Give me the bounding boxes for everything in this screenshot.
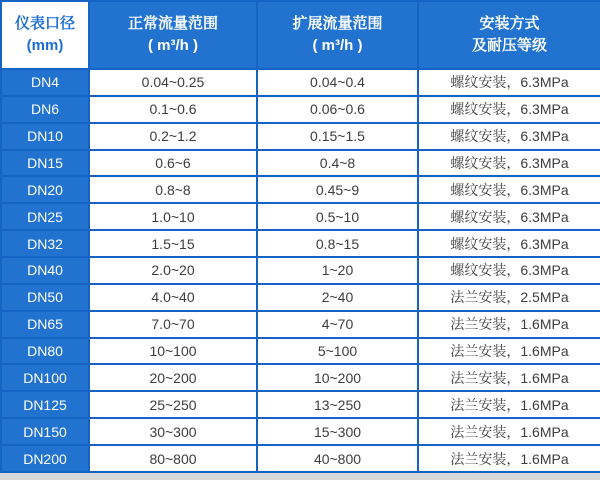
- cell-extended-range: 0.4~8: [257, 150, 418, 177]
- header-installation-line1: 安装方式: [479, 15, 540, 32]
- cell-installation: 螺纹安装，6.3MPa: [418, 96, 600, 123]
- cell-installation: 法兰安装，1.6MPa: [418, 311, 600, 338]
- cell-normal-range: 4.0~40: [89, 284, 257, 311]
- table-row: [1, 150, 600, 177]
- cell-diameter: DN200: [1, 445, 89, 472]
- cell-installation: 法兰安装，1.6MPa: [418, 391, 600, 418]
- table-row: [1, 418, 600, 445]
- cell-extended-range: 0.15~1.5: [257, 123, 418, 150]
- cell-extended-range: 1~20: [257, 257, 418, 284]
- cell-normal-range: 7.0~70: [89, 311, 257, 338]
- cell-diameter: DN4: [1, 69, 89, 96]
- cell-extended-range: 0.06~0.6: [257, 96, 418, 123]
- cell-diameter: DN15: [1, 150, 89, 177]
- cell-diameter: DN50: [1, 284, 89, 311]
- table-row: [1, 257, 600, 284]
- cell-normal-range: 0.2~1.2: [89, 123, 257, 150]
- cell-diameter: DN25: [1, 203, 89, 230]
- table-row: [1, 203, 600, 230]
- table-body: [1, 69, 600, 472]
- cell-normal-range: 1.5~15: [89, 230, 257, 257]
- header-diameter-line2: (mm): [26, 37, 64, 54]
- table-row: [1, 123, 600, 150]
- cell-installation: 螺纹安装，6.3MPa: [418, 257, 600, 284]
- cell-extended-range: 0.5~10: [257, 203, 418, 230]
- cell-installation: 螺纹安装，6.3MPa: [418, 176, 600, 203]
- cell-extended-range: 5~100: [257, 338, 418, 365]
- cell-extended-range: 0.8~15: [257, 230, 418, 257]
- table-row: [1, 176, 600, 203]
- cell-extended-range: 13~250: [257, 391, 418, 418]
- cell-normal-range: 2.0~20: [89, 257, 257, 284]
- table-row: [1, 445, 600, 472]
- cell-diameter: DN6: [1, 96, 89, 123]
- cell-extended-range: 4~70: [257, 311, 418, 338]
- cell-installation: 法兰安装，1.6MPa: [418, 364, 600, 391]
- header-cell-normal-range: [89, 1, 257, 69]
- cell-diameter: DN80: [1, 338, 89, 365]
- header-extended-line2: ( m³/h ): [312, 37, 363, 54]
- cell-normal-range: 0.1~0.6: [89, 96, 257, 123]
- cell-normal-range: 30~300: [89, 418, 257, 445]
- cell-diameter: DN20: [1, 176, 89, 203]
- header-diameter-line1: 仪表口径: [14, 15, 75, 32]
- cell-installation: 螺纹安装，6.3MPa: [418, 230, 600, 257]
- cell-extended-range: 2~40: [257, 284, 418, 311]
- header-installation-line2: 及耐压等级: [471, 37, 547, 54]
- cell-normal-range: 0.8~8: [89, 176, 257, 203]
- cell-installation: 螺纹安装，6.3MPa: [418, 203, 600, 230]
- cell-diameter: DN150: [1, 418, 89, 445]
- cell-normal-range: 0.04~0.25: [89, 69, 257, 96]
- header-cell-installation: [418, 1, 600, 69]
- table-row: [1, 311, 600, 338]
- cell-installation: 法兰安装，2.5MPa: [418, 284, 600, 311]
- cell-installation: 螺纹安装，6.3MPa: [418, 150, 600, 177]
- cell-diameter: DN32: [1, 230, 89, 257]
- cell-diameter: DN65: [1, 311, 89, 338]
- table-header: [1, 1, 600, 69]
- cell-normal-range: 20~200: [89, 364, 257, 391]
- cell-normal-range: 10~100: [89, 338, 257, 365]
- cell-normal-range: 80~800: [89, 445, 257, 472]
- table-row: [1, 391, 600, 418]
- table-row: [1, 284, 600, 311]
- header-cell-extended-range: [257, 1, 418, 69]
- header-extended-line1: 扩展流量范围: [292, 15, 383, 32]
- cell-extended-range: 40~800: [257, 445, 418, 472]
- header-row: [1, 1, 600, 69]
- cell-installation: 法兰安装，1.6MPa: [418, 418, 600, 445]
- cell-extended-range: 15~300: [257, 418, 418, 445]
- cell-extended-range: 0.45~9: [257, 176, 418, 203]
- cell-diameter: DN125: [1, 391, 89, 418]
- table-row: [1, 338, 600, 365]
- header-cell-diameter: [1, 1, 89, 69]
- cell-installation: 法兰安装，1.6MPa: [418, 445, 600, 472]
- table-row: [1, 364, 600, 391]
- table-row: [1, 69, 600, 96]
- cell-extended-range: 0.04~0.4: [257, 69, 418, 96]
- table-row: [1, 230, 600, 257]
- cell-normal-range: 0.6~6: [89, 150, 257, 177]
- cell-installation: 螺纹安装，6.3MPa: [418, 69, 600, 96]
- cell-diameter: DN100: [1, 364, 89, 391]
- cell-extended-range: 10~200: [257, 364, 418, 391]
- cell-diameter: DN40: [1, 257, 89, 284]
- cell-installation: 螺纹安装，6.3MPa: [418, 123, 600, 150]
- header-normal-line2: ( m³/h ): [148, 37, 198, 54]
- header-normal-line1: 正常流量范围: [127, 15, 218, 32]
- cell-diameter: DN10: [1, 123, 89, 150]
- table-row: [1, 96, 600, 123]
- cell-normal-range: 1.0~10: [89, 203, 257, 230]
- cell-installation: 法兰安装，1.6MPa: [418, 338, 600, 365]
- cell-normal-range: 25~250: [89, 391, 257, 418]
